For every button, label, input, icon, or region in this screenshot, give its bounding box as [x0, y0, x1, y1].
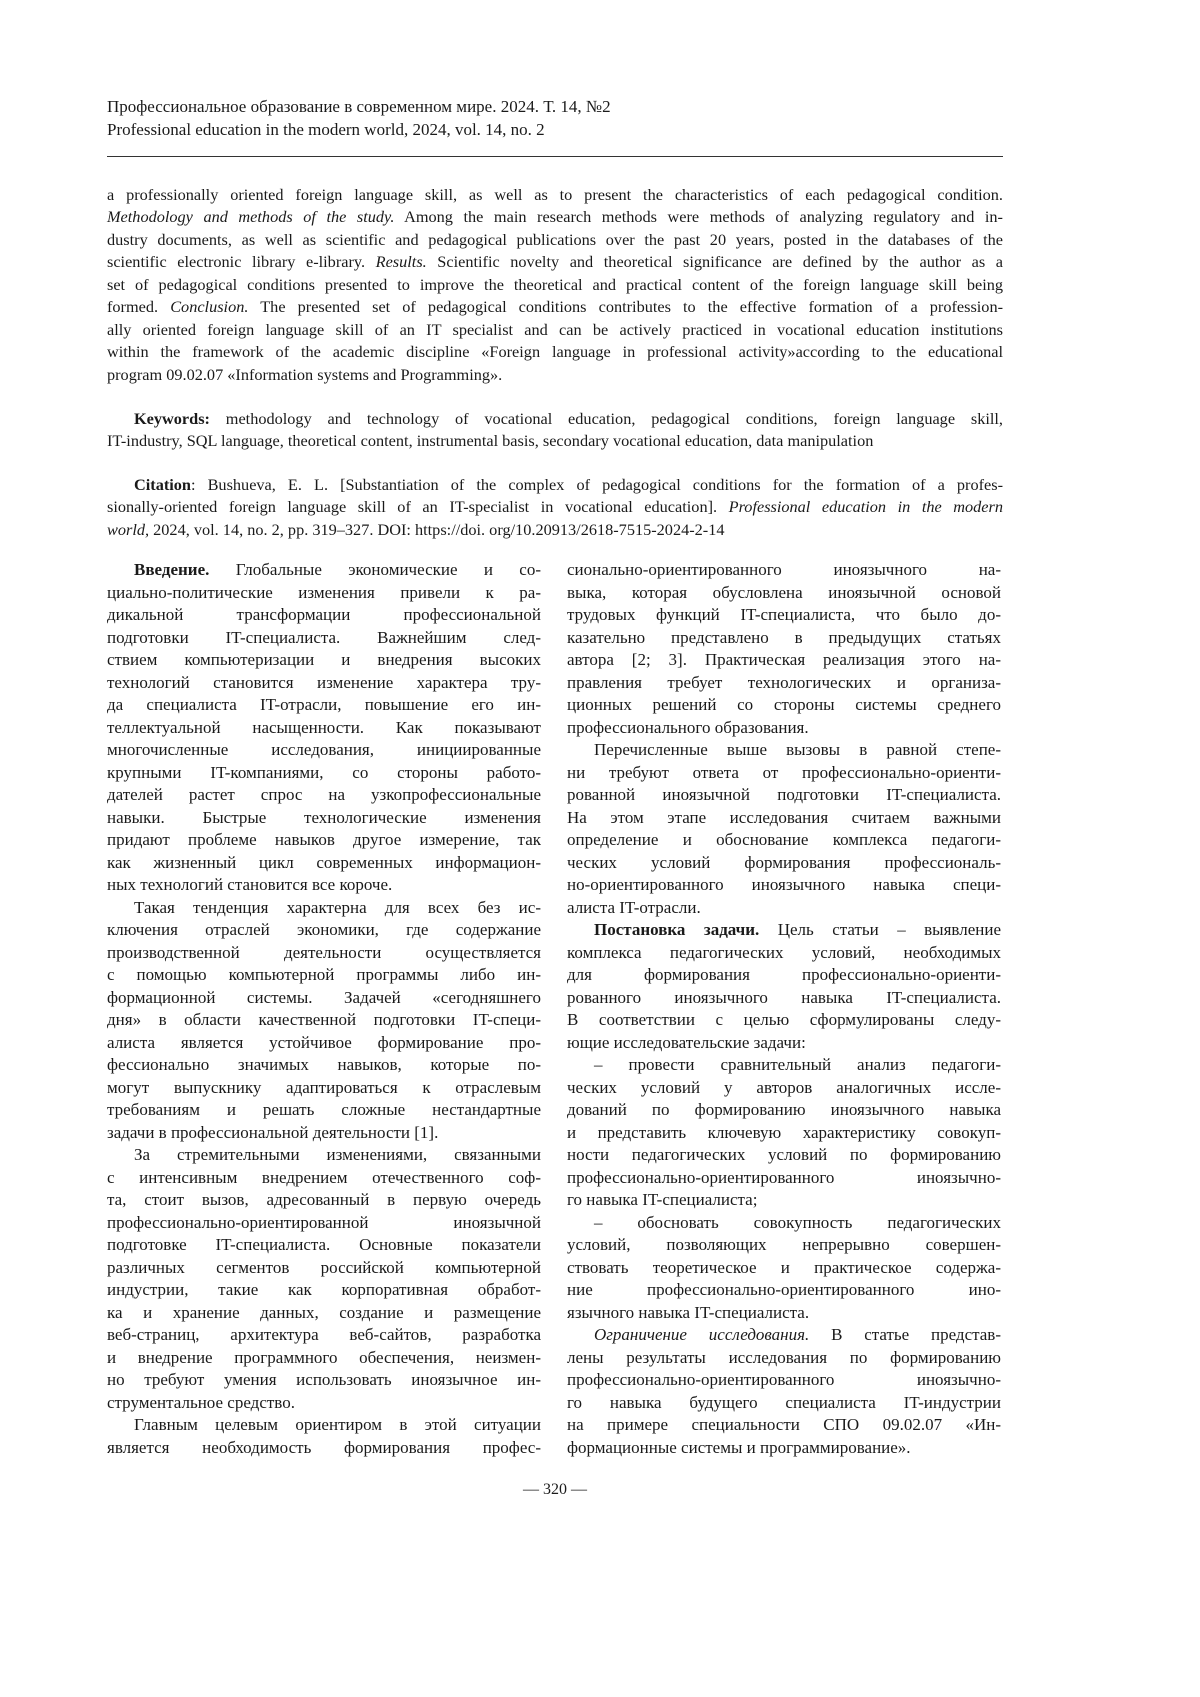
- text-segment: The presented set of pedagogical conditions contributes to the effective formation of a profession-: [248, 297, 1003, 316]
- text-line: [107, 604, 541, 627]
- text-line: [567, 874, 1001, 897]
- body-column-left: [107, 559, 541, 1459]
- paragraph: [567, 919, 1001, 1054]
- text-line: [107, 251, 1003, 273]
- text-line: [567, 1324, 1001, 1347]
- text-line: [107, 1144, 541, 1167]
- text-line: [567, 1347, 1001, 1370]
- body-column-right: [567, 559, 1001, 1459]
- text-segment: для формирования профессионально-ориенти-: [567, 965, 1001, 984]
- text-segment: ционных решений со стороны системы среднего: [567, 695, 1001, 714]
- text-segment: ческих условий у авторов аналогичных иссле-: [567, 1078, 1001, 1097]
- text-segment: set of pedagogical conditions presented to improve the theoretical and practical content of the foreign language skill being: [107, 275, 1003, 294]
- text-line: [567, 1257, 1001, 1280]
- text-segment: Главным целевым ориентиром в этой ситуации: [134, 1415, 541, 1434]
- text-line: [567, 1437, 1001, 1460]
- text-segment: В статье представ-: [809, 1325, 1001, 1344]
- text-segment: задачи в профессиональной деятельности [1].: [107, 1123, 438, 1142]
- text-segment: навыки. Быстрые технологические изменения: [107, 808, 541, 827]
- text-line: [567, 987, 1001, 1010]
- text-segment: В соответствии с целью сформулированы следу-: [567, 1010, 1001, 1029]
- text-line: [107, 1302, 541, 1325]
- text-segment: дикальной трансформации профессиональной: [107, 605, 541, 624]
- text-segment: определение и обоснование комплекса педагоги-: [567, 830, 1001, 849]
- text-segment: IT-industry, SQL language, theoretical content, instrumental basis, secondary vocational education, data manipulation: [107, 431, 873, 450]
- text-segment: 2024, vol. 14, no. 2, pp. 319–327. DOI: https://doi. org/10.20913/2618-7515-2024-2-14: [149, 520, 724, 539]
- text-segment: ally oriented foreign language skill of an IT specialist and can be actively practiced in vocational education institutions: [107, 320, 1003, 339]
- text-segment: Такая тенденция характерна для всех без ис-: [134, 898, 541, 917]
- text-segment: но требуют умения использовать иноязычное ин-: [107, 1370, 541, 1389]
- text-segment: но-ориентированного иноязычного навыка специ-: [567, 875, 1001, 894]
- text-line: [107, 229, 1003, 251]
- text-segment: : Bushueva, E. L. [Substantiation of the complex of pedagogical conditions for the formation of a profes-: [191, 475, 1003, 494]
- paragraph: [567, 559, 1001, 739]
- text-line: [107, 408, 1003, 430]
- text-line: [107, 1324, 541, 1347]
- text-segment: ключения отраслей экономики, где содержание: [107, 920, 541, 939]
- text-line: [567, 1234, 1001, 1257]
- text-segment: и внедрение программного обеспечения, неизмен-: [107, 1348, 541, 1367]
- text-line: [567, 672, 1001, 695]
- text-segment: профессионально-ориентированного иноязычно-: [567, 1168, 1001, 1187]
- text-segment: язычного навыка IT-специалиста.: [567, 1303, 809, 1322]
- text-line: [567, 604, 1001, 627]
- text-segment: формационные системы и программирование».: [567, 1438, 911, 1457]
- text-line: [567, 739, 1001, 762]
- text-line: [107, 874, 541, 897]
- text-line: [107, 964, 541, 987]
- text-line: [107, 897, 541, 920]
- text-segment: является необходимость формирования профес-: [107, 1438, 541, 1457]
- text-line: [107, 341, 1003, 363]
- running-header: [107, 96, 611, 141]
- paragraph: [567, 1054, 1001, 1212]
- text-segment: индустрии, такие как корпоративная обработ-: [107, 1280, 541, 1299]
- text-segment: с интенсивным внедрением отечественного соф-: [107, 1168, 541, 1187]
- text-segment: Перечисленные выше вызовы в равной степе-: [594, 740, 1001, 759]
- text-segment: как жизненный цикл современных информацион-: [107, 853, 541, 872]
- text-line: [567, 1009, 1001, 1032]
- emphasis-text: Methodology and methods of the study.: [107, 207, 394, 226]
- text-segment: ствовать теоретическое и практическое содержа-: [567, 1258, 1001, 1277]
- text-segment: го навыка будущего специалиста IT-индустрии: [567, 1393, 1001, 1412]
- text-segment: Among the main research methods were methods of analyzing regulatory and in-: [394, 207, 1003, 226]
- text-line: [107, 296, 1003, 318]
- text-segment: ных технологий становится все короче.: [107, 875, 392, 894]
- text-segment: та, стоит вызов, адресованный в первую очередь: [107, 1190, 541, 1209]
- text-segment: на примере специальности СПО 09.02.07 «Ин-: [567, 1415, 1001, 1434]
- text-segment: различных сегментов российской компьютерной: [107, 1258, 541, 1277]
- citation: [107, 474, 1003, 541]
- text-line: [107, 1414, 541, 1437]
- text-line: [567, 784, 1001, 807]
- text-segment: требованиям и решать сложные нестандартные: [107, 1100, 541, 1119]
- text-segment: да специалиста IT-отрасли, повышение его ин-: [107, 695, 541, 714]
- emphasis-text: Citation: [134, 475, 191, 494]
- text-segment: автора [2; 3]. Практическая реализация этого на-: [567, 650, 1001, 669]
- text-line: [107, 206, 1003, 228]
- text-segment: веб-страниц, архитектура веб-сайтов, разработка: [107, 1325, 541, 1344]
- text-line: [107, 1054, 541, 1077]
- emphasis-text: Results.: [376, 252, 427, 271]
- text-line: [107, 1212, 541, 1235]
- text-segment: ние профессионально-ориентированного ино-: [567, 1280, 1001, 1299]
- text-segment: within the framework of the academic discipline «Foreign language in professional activity»according to the educational: [107, 342, 1003, 361]
- text-line: [567, 1302, 1001, 1325]
- text-segment: ни требуют ответа от профессионально-ориенти-: [567, 763, 1001, 782]
- text-line: [107, 807, 541, 830]
- text-segment: профессионально-ориентированной иноязычной: [107, 1213, 541, 1232]
- text-segment: Цель статьи – выявление: [759, 920, 1001, 939]
- text-segment: многочисленные исследования, инициированные: [107, 740, 541, 759]
- text-segment: ка и хранение данных, создание и размещение: [107, 1303, 541, 1322]
- text-line: [107, 717, 541, 740]
- text-segment: профессионально-ориентированного иноязычно-: [567, 1370, 1001, 1389]
- emphasis-text: Professional education in the modern: [729, 497, 1003, 516]
- text-segment: – провести сравнительный анализ педагоги-: [594, 1055, 1001, 1074]
- text-line: [107, 496, 1003, 518]
- paragraph: [107, 1144, 541, 1414]
- emphasis-text: Keywords:: [134, 409, 210, 428]
- text-segment: formed.: [107, 297, 170, 316]
- text-line: [567, 852, 1001, 875]
- text-line: [567, 627, 1001, 650]
- text-segment: придают проблеме навыков другое измерение, так: [107, 830, 541, 849]
- text-line: [567, 829, 1001, 852]
- text-segment: ности педагогических условий по формированию: [567, 1145, 1001, 1164]
- keywords: [107, 408, 1003, 453]
- text-line: [107, 1279, 541, 1302]
- text-segment: могут выпускнику адаптироваться к отраслевым: [107, 1078, 541, 1097]
- text-line: [107, 582, 541, 605]
- text-line: [107, 184, 1003, 206]
- text-segment: комплекса педагогических условий, необходимых: [567, 943, 1001, 962]
- text-segment: рованной иноязычной подготовки IT-специалиста.: [567, 785, 1001, 804]
- text-segment: sionally-oriented foreign language skill of an IT-specialist in vocational education].: [107, 497, 729, 516]
- section-lead: Ограничение исследования.: [594, 1325, 809, 1344]
- text-line: [567, 582, 1001, 605]
- text-line: [107, 1077, 541, 1100]
- text-line: [567, 1279, 1001, 1302]
- text-segment: сионально-ориентированного иноязычного на-: [567, 560, 1001, 579]
- header-title-en: Professional education in the modern world, 2024, vol. 14, no. 2: [107, 119, 611, 142]
- emphasis-text: world,: [107, 520, 149, 539]
- text-line: [567, 1167, 1001, 1190]
- text-line: [567, 807, 1001, 830]
- text-segment: На этом этапе исследования считаем важными: [567, 808, 1001, 827]
- paragraph: [107, 1414, 541, 1459]
- text-segment: ющие исследовательские задачи:: [567, 1033, 806, 1052]
- text-segment: лены результаты исследования по формированию: [567, 1348, 1001, 1367]
- text-line: [567, 762, 1001, 785]
- text-segment: струментальное средство.: [107, 1393, 295, 1412]
- paragraph: [107, 559, 541, 897]
- text-segment: – обосновать совокупность педагогических: [594, 1213, 1001, 1232]
- text-segment: program 09.02.07 «Information systems and Programming».: [107, 365, 502, 384]
- section-lead: Введение.: [134, 560, 209, 579]
- text-segment: и представить ключевую характеристику совокуп-: [567, 1123, 1001, 1142]
- text-segment: условий, позволяющих непрерывно совершен-: [567, 1235, 1001, 1254]
- text-line: [567, 919, 1001, 942]
- text-line: [107, 694, 541, 717]
- text-segment: рованного иноязычного навыка IT-специалиста.: [567, 988, 1001, 1007]
- text-line: [567, 1054, 1001, 1077]
- text-line: [107, 364, 1003, 386]
- text-line: [107, 739, 541, 762]
- text-segment: с помощью компьютерной программы либо ин-: [107, 965, 541, 984]
- text-segment: подготовке IT-специалиста. Основные показатели: [107, 1235, 541, 1254]
- text-line: [567, 1189, 1001, 1212]
- text-segment: Scientific novelty and theoretical significance are defined by the author as a: [427, 252, 1003, 271]
- text-line: [567, 897, 1001, 920]
- text-line: [107, 987, 541, 1010]
- text-segment: ствием компьютеризации и внедрения высоких: [107, 650, 541, 669]
- text-line: [107, 919, 541, 942]
- text-segment: производственной деятельности осуществляется: [107, 943, 541, 962]
- text-line: [107, 942, 541, 965]
- text-line: [107, 1167, 541, 1190]
- text-line: [107, 762, 541, 785]
- text-line: [107, 1032, 541, 1055]
- text-line: [107, 1122, 541, 1145]
- text-line: [107, 559, 541, 582]
- text-segment: За стремительными изменениями, связанными: [134, 1145, 541, 1164]
- text-segment: Глобальные экономические и со-: [209, 560, 541, 579]
- text-segment: технологий становится изменение характера тру-: [107, 673, 541, 692]
- text-segment: алиста является устойчивое формирование про-: [107, 1033, 541, 1052]
- text-line: [107, 519, 1003, 541]
- text-line: [567, 964, 1001, 987]
- text-line: [107, 1009, 541, 1032]
- text-segment: формационной системы. Задачей «сегодняшнего: [107, 988, 541, 1007]
- text-line: [107, 829, 541, 852]
- text-segment: дателей растет спрос на узкопрофессиональные: [107, 785, 541, 804]
- page-number: — 320 —: [0, 1481, 1110, 1499]
- text-line: [567, 1414, 1001, 1437]
- text-segment: dustry documents, as well as scientific and pedagogical publications over the past 20 years, posted in the databases of the: [107, 230, 1003, 249]
- text-segment: a professionally oriented foreign language skill, as well as to present the characteristics of each pedagogical condition.: [107, 185, 1003, 204]
- text-line: [107, 672, 541, 695]
- text-segment: дований по формированию иноязычного навыка: [567, 1100, 1001, 1119]
- paragraph: [567, 739, 1001, 919]
- text-line: [107, 784, 541, 807]
- text-line: [567, 694, 1001, 717]
- emphasis-text: Conclusion.: [170, 297, 248, 316]
- text-segment: го навыка IT-специалиста;: [567, 1190, 757, 1209]
- text-line: [567, 1099, 1001, 1122]
- text-segment: казательно представлено в предыдущих статьях: [567, 628, 1001, 647]
- text-segment: scientific electronic library e-library.: [107, 252, 376, 271]
- text-line: [567, 1369, 1001, 1392]
- text-line: [567, 1392, 1001, 1415]
- text-line: [567, 649, 1001, 672]
- text-line: [107, 1392, 541, 1415]
- paragraph: [567, 1212, 1001, 1325]
- text-line: [107, 474, 1003, 496]
- paragraph: [107, 897, 541, 1145]
- text-line: [107, 1257, 541, 1280]
- text-segment: дня» в области качественной подготовки IT-специ-: [107, 1010, 541, 1029]
- text-segment: подготовки IT-специалиста. Важнейшим след-: [107, 628, 541, 647]
- header-divider: [107, 156, 1003, 157]
- text-line: [107, 1437, 541, 1460]
- text-line: [567, 942, 1001, 965]
- text-segment: циально-политические изменения привели к ра-: [107, 583, 541, 602]
- text-line: [107, 319, 1003, 341]
- text-line: [107, 274, 1003, 296]
- text-line: [107, 649, 541, 672]
- text-line: [567, 1032, 1001, 1055]
- text-segment: алиста IT-отрасли.: [567, 898, 701, 917]
- text-line: [107, 1234, 541, 1257]
- text-line: [107, 1369, 541, 1392]
- text-segment: теллектуальной насыщенности. Как показывают: [107, 718, 541, 737]
- text-segment: трудовых функций IT-специалиста, что было до-: [567, 605, 1001, 624]
- paragraph: [567, 1324, 1001, 1459]
- text-line: [107, 852, 541, 875]
- text-segment: крупными IT-компаниями, со стороны работо-: [107, 763, 541, 782]
- text-line: [567, 1077, 1001, 1100]
- text-segment: methodology and technology of vocational education, pedagogical conditions, foreign language skill,: [210, 409, 1003, 428]
- text-line: [107, 627, 541, 650]
- text-line: [567, 1144, 1001, 1167]
- text-line: [567, 1212, 1001, 1235]
- text-segment: правления требует технологических и организа-: [567, 673, 1001, 692]
- text-segment: ческих условий формирования профессиональ-: [567, 853, 1001, 872]
- text-line: [107, 1189, 541, 1212]
- text-line: [107, 1347, 541, 1370]
- text-line: [567, 717, 1001, 740]
- section-lead: Постановка задачи.: [594, 920, 759, 939]
- text-line: [567, 559, 1001, 582]
- abstract: [107, 184, 1003, 386]
- text-segment: фессионально значимых навыков, которые по-: [107, 1055, 541, 1074]
- text-segment: выка, которая обусловлена иноязычной основой: [567, 583, 1001, 602]
- text-line: [107, 1099, 541, 1122]
- header-title-ru: Профессиональное образование в современном мире. 2024. Т. 14, №2: [107, 96, 611, 119]
- text-line: [567, 1122, 1001, 1145]
- text-line: [107, 430, 1003, 452]
- text-segment: профессионального образования.: [567, 718, 809, 737]
